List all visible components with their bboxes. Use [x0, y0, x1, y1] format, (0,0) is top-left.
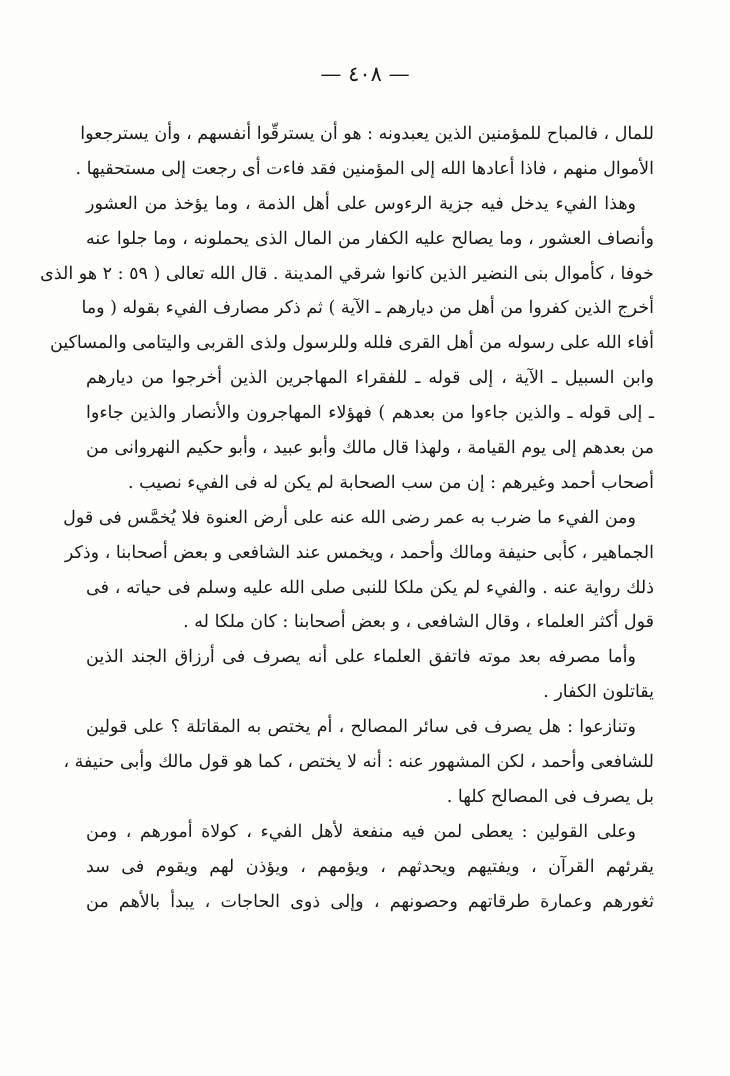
- text-line: قول أكثر العلماء ، وقال الشافعى ، و بعض أصحابنا : كان ملكا له .: [183, 612, 654, 633]
- text-line: من بعدهم إلى يوم القيامة ، ولهذا قال مالك وأبو عبيد ، وأبو حكيم النهروانى من: [86, 438, 654, 459]
- text-line: ومن الفيء ما ضرب به عمر رضى الله عنه على أرض العنوة فلا يُخمَّس فى قول: [63, 507, 636, 528]
- text-line: للمال ، فالمباح للمؤمنين الذين يعبدونه : هو أن يسترقّوا أنفسهم ، وأن يسترجعوا: [80, 124, 654, 144]
- text-line: أصحاب أحمد وغيرهم : إن من سب الصحابة لم يكن له فى الفيء نصيب .: [128, 472, 654, 493]
- text-line: وعلى القولين : يعطى لمن فيه منفعة لأهل الفيء ، كولاة أمورهم ، ومن: [86, 821, 636, 842]
- text-line: أخرج الذين كفروا من أهل من ديارهم ـ الآية ) ثم ذكر مصارف الفيء بقوله ( وما: [81, 298, 654, 319]
- text-line: يقاتلون الكفار .: [543, 682, 654, 703]
- text-line: وأنصاف العشور ، وما يصالح عليه الكفار من المال الذى يحملونه ، وما جلوا عنه: [86, 228, 654, 249]
- text-line: بل يصرف فى المصالح كلها .: [446, 786, 654, 807]
- text-line: خوفا ، كأموال بنى النضير الذين كانوا شرقي المدينة . قال الله تعالى ( ٥٩ : ٢ هو الذى: [40, 263, 654, 284]
- text-line: ـ إلى قوله ـ والذين جاءوا من بعدهم ) فهؤلاء المهاجرون والأنصار والذين جاءوا: [86, 403, 654, 424]
- text-line: ثغورهم وعمارة طرقاتهم وحصونهم ، وإلى ذوى الحاجات ، يبدأ بالأهم من: [86, 891, 654, 912]
- text-line: الأموال منهم ، فاذا أعادها الله إلى المؤمنين فقد فاءت أى رجعت إلى مستحقيها .: [75, 158, 654, 179]
- text-line: وأما مصرفه بعد موته فاتفق العلماء على أنه يصرف فى أرزاق الجند الذين: [86, 647, 636, 668]
- text-line: ذلك رواية عنه . والفيء لم يكن ملكا للنبى صلى الله عليه وسلم فى حياته ، فى: [86, 577, 654, 598]
- text-line: وتنازعوا : هل يصرف فى سائر المصالح ، أم يختص به المقاتلة ؟ على قولين: [86, 717, 636, 738]
- text-line: وهذا الفيء يدخل فيه جزية الرءوس على أهل الذمة ، وما يؤخذ من العشور: [86, 193, 636, 214]
- text-line: وابن السبيل ـ الآية ، إلى قوله ـ للفقراء المهاجرين الذين أخرجوا من ديارهم: [86, 368, 654, 389]
- text-line: يقرئهم القرآن ، ويفتيهم ويحدثهم ، ويؤمهم ، ويؤذن لهم ويقوم فى سد: [86, 856, 654, 877]
- text-line: الجماهير ، كأبى حنيفة ومالك وأحمد ، ويخمس عند الشافعى و بعض أصحابنا ، وذكر: [64, 542, 654, 563]
- text-line: أفاء الله على رسوله من أهل القرى فلله وللرسول ولذى القربى واليتامى والمساكين: [50, 333, 654, 354]
- page-number: — ٤٠٨ —: [320, 62, 410, 86]
- body-text: [40, 117, 654, 919]
- text-line: للشافعى وأحمد ، لكن المشهور عنه : أنه لا يختص ، كما هو قول مالك وأبى حنيفة ،: [63, 752, 654, 773]
